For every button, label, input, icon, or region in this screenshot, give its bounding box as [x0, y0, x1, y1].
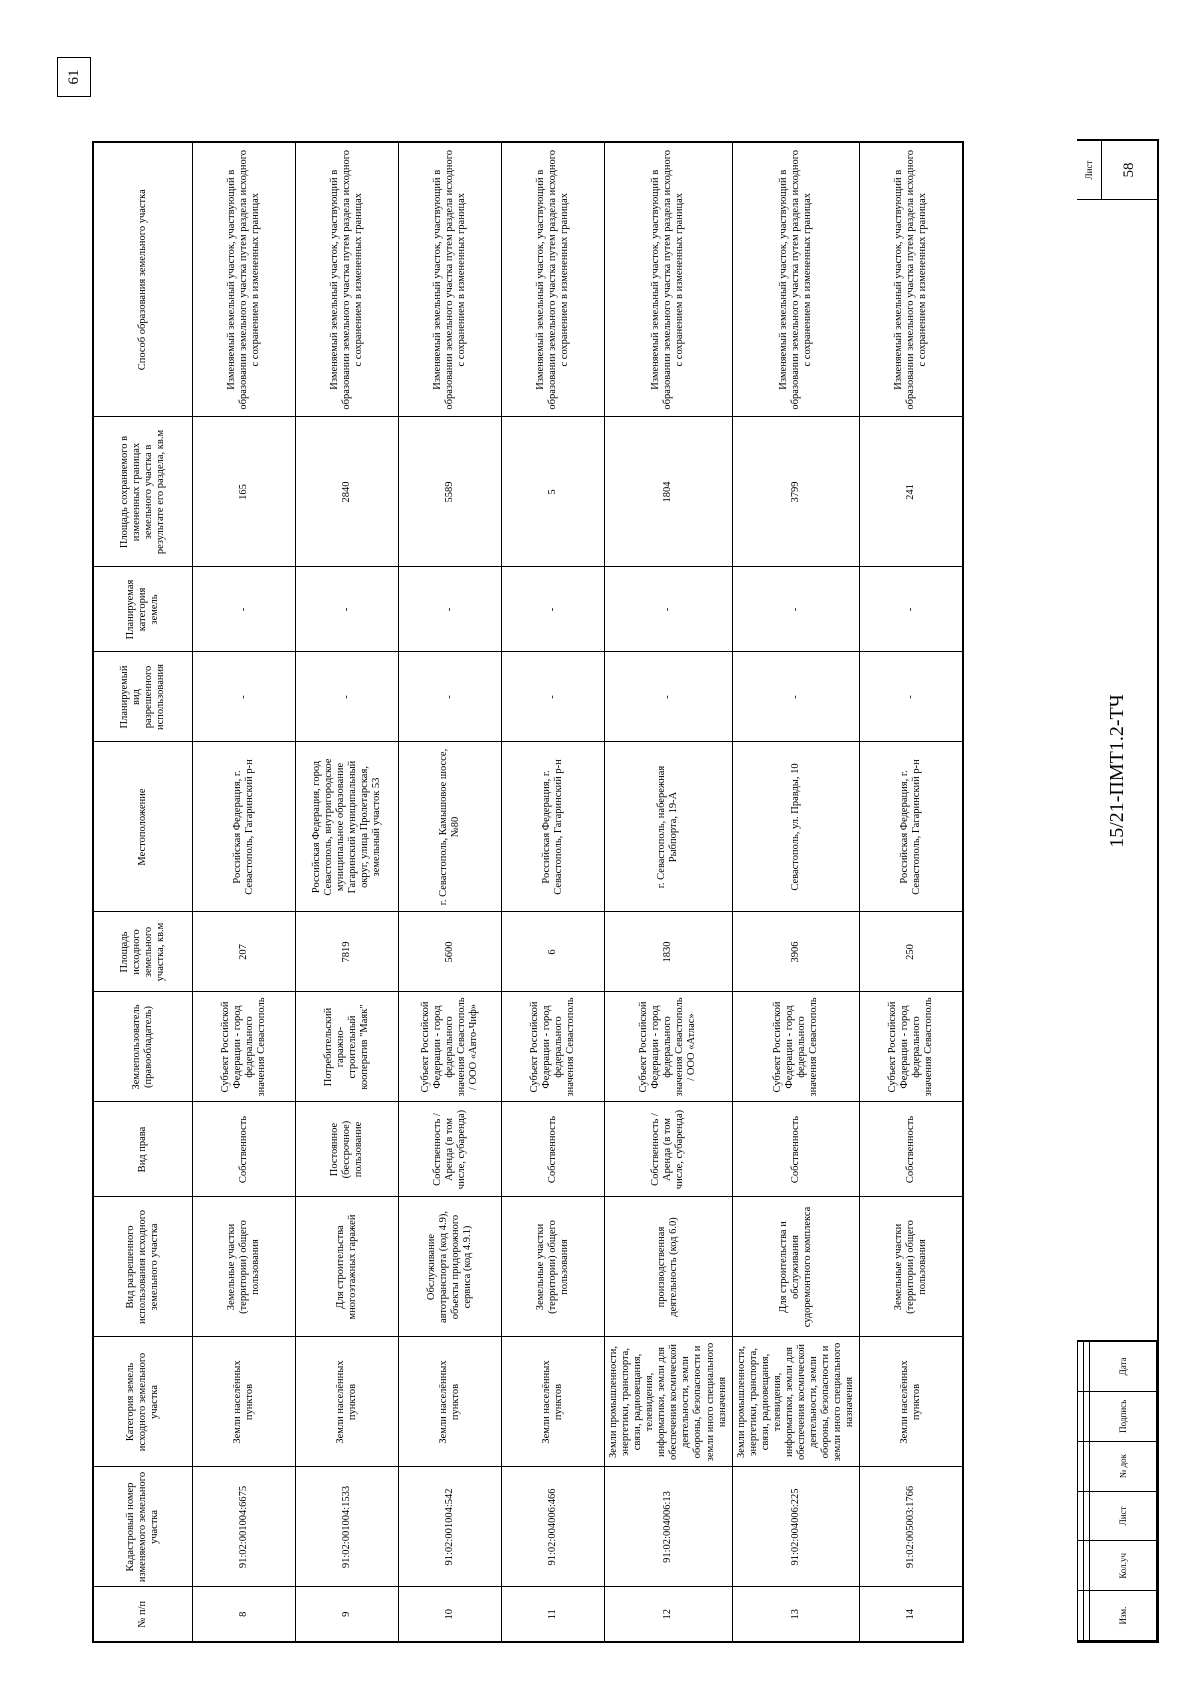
land-plots-table [92, 141, 964, 1643]
table-cell: производственная деятельность (код 6.0) [605, 1197, 733, 1337]
column-header: Вид права [93, 1102, 193, 1197]
table-cell: 91:02:001004:1533 [296, 1467, 399, 1587]
table-cell: Изменяемый земельный участок, участвующий в образовании земельного участка путем раздела исходного с сохранением в измененных границах [732, 142, 860, 417]
table-cell: Обслуживание автотранспорта (код 4.9), объекты придорожного сервиса (код 4.9.1) [399, 1197, 502, 1337]
table-cell: - [502, 652, 605, 742]
table-cell: 9 [296, 1587, 399, 1642]
table-row [860, 142, 964, 1642]
table-cell: 1804 [605, 417, 733, 567]
table-cell: 165 [193, 417, 296, 567]
table-cell: Земли населённых пунктов [860, 1337, 964, 1467]
table-cell: 1830 [605, 912, 733, 992]
table-row [193, 142, 296, 1642]
table-cell: Земли населённых пунктов [399, 1337, 502, 1467]
column-header: Площадь сохраняемого в измененных границах земельного участка в результате его раздела, кв.м [93, 417, 193, 567]
table-cell: Потребительский гаражно-строительный кооператив "Маяк" [296, 992, 399, 1102]
table-cell: Субъект Российской Федерации - город федерального значения Севастополь [732, 992, 860, 1102]
table-cell: - [193, 652, 296, 742]
table-cell: Изменяемый земельный участок, участвующий в образовании земельного участка путем раздела исходного с сохранением в измененных границах [502, 142, 605, 417]
table-cell: Собственность [502, 1102, 605, 1197]
table-cell: - [502, 567, 605, 652]
table-cell: Изменяемый земельный участок, участвующий в образовании земельного участка путем раздела исходного с сохранением в измененных границах [296, 142, 399, 417]
table-cell: Российская Федерация, г. Севастополь, Гагаринский р-н [193, 742, 296, 912]
table-cell: - [732, 567, 860, 652]
table-cell: Собственность / Аренда (в том числе, субаренда) [399, 1102, 502, 1197]
table-cell: Постоянное (бессрочное) пользование [296, 1102, 399, 1197]
sheet-label: Лист [1077, 141, 1102, 199]
table-cell: 14 [860, 1587, 964, 1642]
document-frame [57, 57, 1177, 1683]
table-cell: 5 [502, 417, 605, 567]
table-cell: 8 [193, 1587, 296, 1642]
table-cell: 3799 [732, 417, 860, 567]
table-cell: 3906 [732, 912, 860, 992]
stamp-label: Изм. [1090, 1591, 1157, 1641]
table-cell: Собственность [193, 1102, 296, 1197]
title-block [1077, 139, 1159, 1643]
table-cell: Земли населённых пунктов [296, 1337, 399, 1467]
table-cell: г. Севастополь, Камышовое шоссе, №80 [399, 742, 502, 912]
column-header: № п/п [93, 1587, 193, 1642]
stamp-label: Дата [1090, 1342, 1157, 1392]
table-cell: 91:02:005003:1766 [860, 1467, 964, 1587]
table-cell: 6 [502, 912, 605, 992]
stamp-label: № док [1090, 1441, 1157, 1491]
stamp-label: Кол.уч [1090, 1541, 1157, 1591]
table-cell: 91:02:004006:225 [732, 1467, 860, 1587]
table-cell: 250 [860, 912, 964, 992]
table-cell: Для строительства многоэтажных гаражей [296, 1197, 399, 1337]
table-cell: Изменяемый земельный участок, участвующий в образовании земельного участка путем раздела исходного с сохранением в измененных границах [605, 142, 733, 417]
document-code: 15/21-ПМТ1.2-ТЧ [1105, 694, 1128, 848]
column-header: Категория земель исходного земельного участка [93, 1337, 193, 1467]
table-cell: Собственность [860, 1102, 964, 1197]
table-cell: Изменяемый земельный участок, участвующий в образовании земельного участка путем раздела исходного с сохранением в измененных границах [193, 142, 296, 417]
table-cell: г. Севастополь, набережная Рыбпорта, 19-А [605, 742, 733, 912]
table-row [296, 142, 399, 1642]
table-row [605, 142, 733, 1642]
table-row [502, 142, 605, 1642]
table-cell: - [605, 567, 733, 652]
table-cell: Собственность [732, 1102, 860, 1197]
sheet-number: 58 [1121, 162, 1137, 178]
table-cell: 10 [399, 1587, 502, 1642]
table-cell: Субъект Российской Федерации - город федерального значения Севастополь / ООО «Атлас» [605, 992, 733, 1102]
table-cell: - [605, 652, 733, 742]
table-row [399, 142, 502, 1642]
table-cell: Земли промышленности, энергетики, транспорта, связи, радиовещания, телевидения, информатики, земли для обеспечения космической деятельности, земли обороны, безопасности и земли иного специального назначения [605, 1337, 733, 1467]
column-header: Площадь исходного земельного участка, кв.м [93, 912, 193, 992]
table-cell: 12 [605, 1587, 733, 1642]
table-cell: 241 [860, 417, 964, 567]
table-cell: - [399, 652, 502, 742]
table-cell: Земельные участки (территории) общего пользования [502, 1197, 605, 1337]
stamp-label: Подпись [1090, 1391, 1157, 1441]
table-cell: - [860, 567, 964, 652]
table-cell: Для строительства и обслуживания судоремонтного комплекса [732, 1197, 860, 1337]
column-header: Планируемая категория земель [93, 567, 193, 652]
table-cell: Изменяемый земельный участок, участвующий в образовании земельного участка путем раздела исходного с сохранением в измененных границах [399, 142, 502, 417]
table-cell: - [296, 652, 399, 742]
table-header-row [93, 142, 193, 1642]
table-cell: 2840 [296, 417, 399, 567]
table-cell: Земли промышленности, энергетики, транспорта, связи, радиовещания, телевидения, информатики, земли для обеспечения космической деятельности, земли обороны, безопасности и земли иного специального назначения [732, 1337, 860, 1467]
table-cell: Собственность / Аренда (в том числе, субаренда) [605, 1102, 733, 1197]
table-cell: - [732, 652, 860, 742]
table-cell: Российская Федерация, г. Севастополь, Гагаринский р-н [502, 742, 605, 912]
table-cell: 7819 [296, 912, 399, 992]
table-cell: Земли населённых пунктов [193, 1337, 296, 1467]
table-cell: Субъект Российской Федерации - город федерального значения Севастополь [193, 992, 296, 1102]
table-cell: Земельные участки (территории) общего пользования [193, 1197, 296, 1337]
table-cell: Земельные участки (территории) общего пользования [860, 1197, 964, 1337]
table-cell: 207 [193, 912, 296, 992]
column-header: Вид разрешенного использования исходного земельного участка [93, 1197, 193, 1337]
sheet-box [1077, 141, 1157, 200]
rotated-sheet [57, 57, 1177, 1683]
stamp-label: Лист [1090, 1491, 1157, 1541]
table-cell: - [860, 652, 964, 742]
table-cell: Земли населённых пунктов [502, 1337, 605, 1467]
table-cell: - [399, 567, 502, 652]
table-cell: Российская Федерация, город Севастополь, внутригородское муниципальное образование Гагаринский муниципальный округ, улица Пролетарская, земельный участок 53 [296, 742, 399, 912]
table-cell: Субъект Российской Федерации - город федерального значения Севастополь [860, 992, 964, 1102]
table-cell: 91:02:004006:13 [605, 1467, 733, 1587]
column-header: Способ образования земельного участка [93, 142, 193, 417]
table-cell: Субъект Российской Федерации - город федерального значения Севастополь [502, 992, 605, 1102]
table-cell: 11 [502, 1587, 605, 1642]
column-header: Землепользователь (правообладатель) [93, 992, 193, 1102]
table-row [732, 142, 860, 1642]
table-cell: 13 [732, 1587, 860, 1642]
table-cell: Субъект Российской Федерации - город федерального значения Севастополь / ООО «Авто-Чиф» [399, 992, 502, 1102]
table-cell: Изменяемый земельный участок, участвующий в образовании земельного участка путем раздела исходного с сохранением в измененных границах [860, 142, 964, 417]
table-cell: - [296, 567, 399, 652]
table-cell: 5589 [399, 417, 502, 567]
column-header: Кадастровый номер изменяемого земельного участка [93, 1467, 193, 1587]
revision-grid [1077, 1340, 1157, 1641]
table-cell: - [193, 567, 296, 652]
column-header: Планируемый вид разрешенного использования [93, 652, 193, 742]
table-cell: Российская Федерация, г. Севастополь, Гагаринский р-н [860, 742, 964, 912]
table-cell: 5600 [399, 912, 502, 992]
page-number: 61 [57, 57, 91, 97]
table-cell: 91:02:004006:466 [502, 1467, 605, 1587]
column-header: Местоположение [93, 742, 193, 912]
table-cell: Севастополь, ул. Правды, 10 [732, 742, 860, 912]
table-cell: 91:02:001004:542 [399, 1467, 502, 1587]
table-cell: 91:02:001004:6675 [193, 1467, 296, 1587]
